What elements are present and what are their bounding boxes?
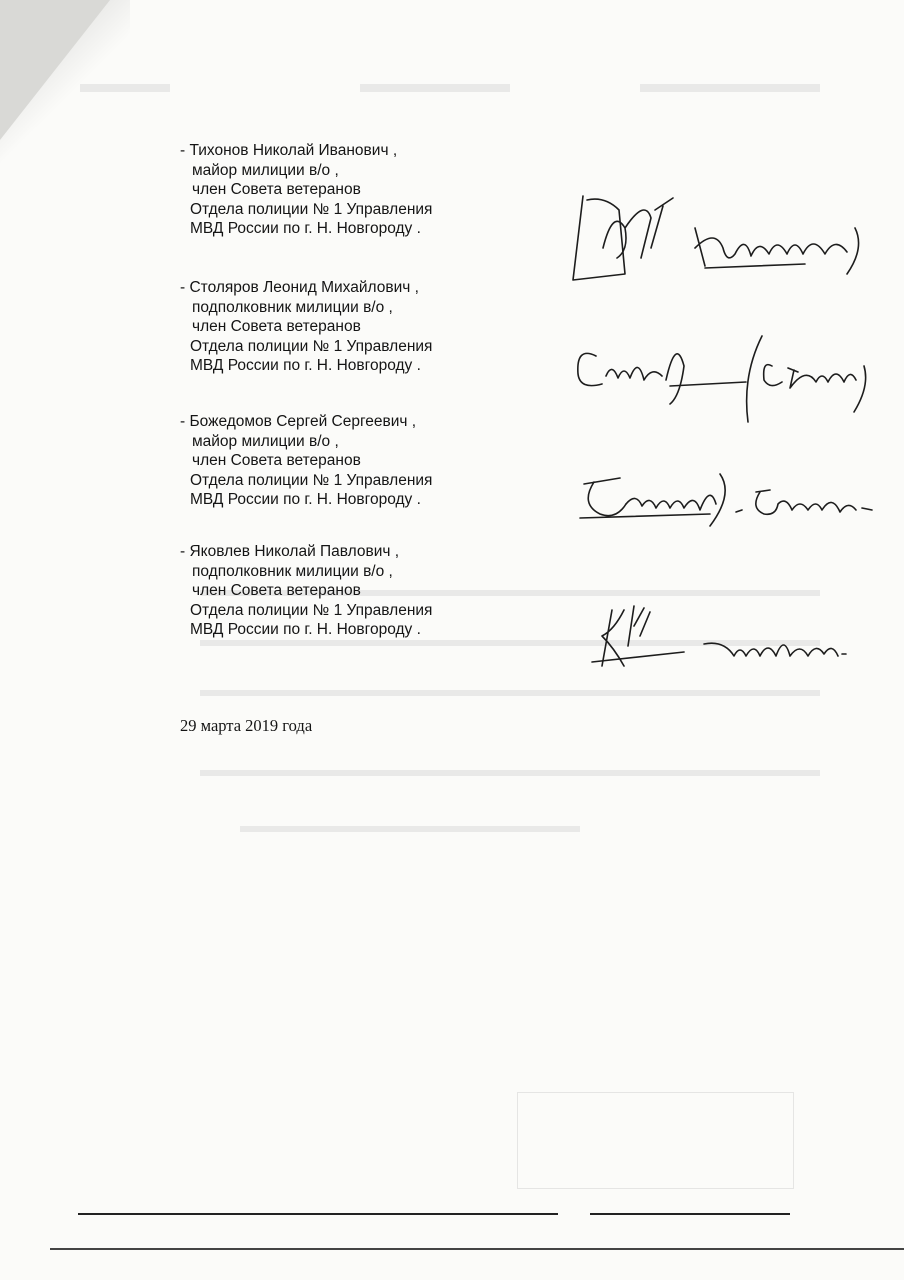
signatory-council: член Совета ветеранов <box>192 582 361 599</box>
signatory-department-city: МВД России по г. Н. Новгороду . <box>190 220 421 237</box>
page-edge-line <box>50 1248 904 1250</box>
show-through-mark <box>640 84 820 92</box>
signatory-council: член Совета ветеранов <box>192 452 361 469</box>
signatory-entry-bozhedomov <box>180 412 432 510</box>
signatory-department: Отдела полиции № 1 Управления <box>190 200 433 218</box>
show-through-stamp <box>517 1092 794 1189</box>
signatory-department: Отдела полиции № 1 Управления <box>190 601 433 619</box>
page-corner-fold <box>0 0 110 140</box>
signatory-council: член Совета ветеранов <box>192 181 361 198</box>
signatory-rank: майор милиции в/о , <box>192 161 339 179</box>
show-through-mark <box>80 84 170 92</box>
show-through-mark <box>200 690 820 696</box>
handwritten-signature <box>555 188 875 288</box>
document-date: 29 марта 2019 года <box>180 716 313 735</box>
show-through-mark <box>360 84 510 92</box>
handwritten-signature <box>560 464 880 534</box>
page-edge-line <box>590 1213 790 1215</box>
signatory-council: член Совета ветеранов <box>192 318 361 335</box>
signatory-name: - Яковлев Николай Павлович , <box>180 543 400 560</box>
handwritten-signature <box>584 596 864 686</box>
signatory-rank: подполковник милиции в/о , <box>192 562 393 580</box>
show-through-mark <box>240 826 580 832</box>
signatory-department: Отдела полиции № 1 Управления <box>190 337 433 355</box>
signatory-name: - Столяров Леонид Михайлович , <box>180 279 419 296</box>
signatory-department-city: МВД России по г. Н. Новгороду . <box>190 357 421 374</box>
page-edge-line <box>78 1213 558 1215</box>
signature-tikhonov <box>555 188 875 288</box>
signatory-rank: майор милиции в/о , <box>192 432 339 450</box>
signatory-department: Отдела полиции № 1 Управления <box>190 471 433 489</box>
signature-bozhedomov <box>560 464 880 534</box>
handwritten-signature <box>566 326 876 426</box>
signatory-rank: подполковник милиции в/о , <box>192 298 393 316</box>
signatory-department-city: МВД России по г. Н. Новгороду . <box>190 491 421 508</box>
signature-yakovlev <box>584 596 864 686</box>
signatory-entry-tikhonov <box>180 141 432 239</box>
signatory-name: - Божедомов Сергей Сергеевич , <box>180 413 417 430</box>
signatory-department-city: МВД России по г. Н. Новгороду . <box>190 621 421 638</box>
show-through-mark <box>200 770 820 776</box>
signatory-entry-stolyarov <box>180 278 432 376</box>
signature-stolyarov <box>566 326 876 426</box>
signatory-name: - Тихонов Николай Иванович , <box>180 142 398 159</box>
signatory-entry-yakovlev <box>180 542 432 640</box>
